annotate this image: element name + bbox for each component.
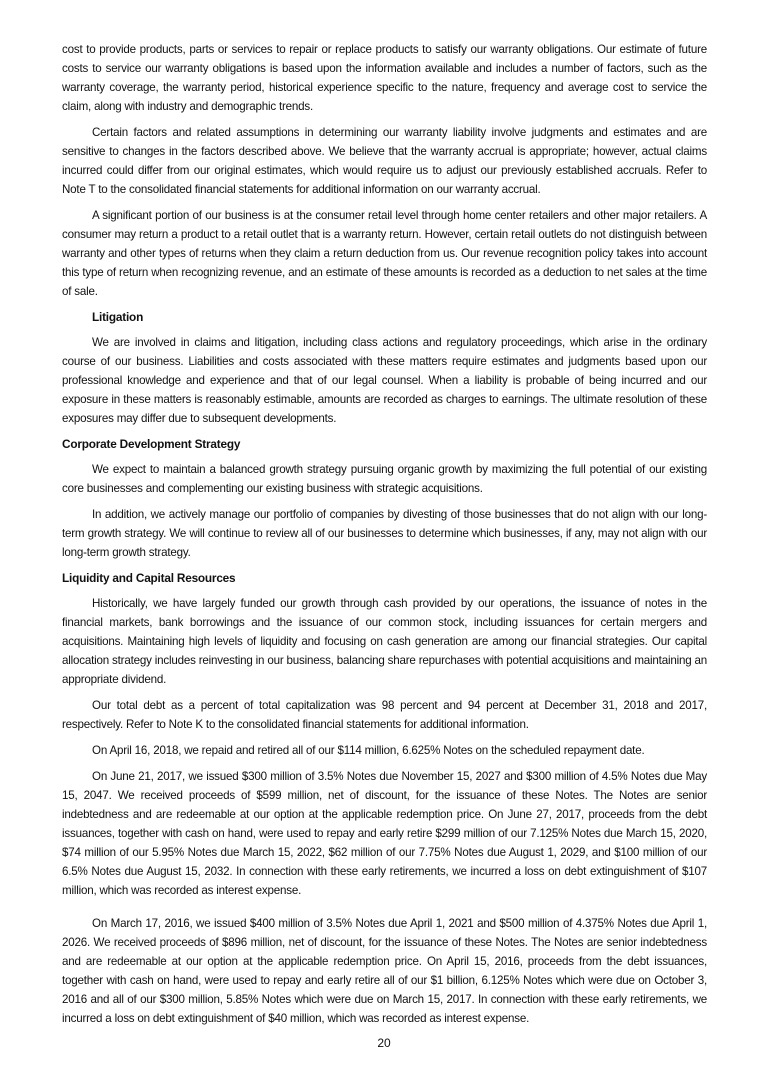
- paragraph: In addition, we actively manage our portfolio of companies by divesting of those businesses that do not align with our long-term growth strategy. We will continue to review all of our businesses to determine which businesses, if any, may not align with our long-term growth strategy.: [62, 508, 707, 559]
- paragraph: Our total debt as a percent of total capitalization was 98 percent and 94 percent at December 31, 2018 and 2017, respectively. Refer to Note K to the consolidated financial statements for additional information.: [62, 699, 707, 731]
- paragraph: We expect to maintain a balanced growth strategy pursuing organic growth by maximizing the full potential of our existing core businesses and complementing our existing business with strategic acquisitions.: [62, 463, 707, 495]
- paragraph: On June 21, 2017, we issued $300 million of 3.5% Notes due November 15, 2027 and $300 million of 4.5% Notes due May 15, 2047. We received proceeds of $599 million, net of discount, for the issuance of these Notes. The Notes are senior indebtedness and are redeemable at our option at the applicable redemption price. On June 27, 2017, proceeds from the debt issuances, together with cash on hand, were used to repay and early retire $299 million of our 7.125% Notes due March 15, 2020, $74 million of our 5.95% Notes due March 15, 2022, $62 million of our 7.75% Notes due August 1, 2029, and $100 million of our 6.5% Notes due August 15, 2032. In connection with these early retirements, we incurred a loss on debt extinguishment of $107 million, which was recorded as interest expense.: [62, 770, 707, 897]
- paragraph: On March 17, 2016, we issued $400 million of 3.5% Notes due April 1, 2021 and $500 million of 4.375% Notes due April 1, 2026. We received proceeds of $896 million, net of discount, for the issuance of these Notes. The Notes are senior indebtedness and are redeemable at our option at the applicable redemption price. On April 15, 2016, proceeds from the debt issuances, together with cash on hand, were used to repay and early retire all of our $1 billion, 6.125% Notes which were due on October 3, 2016 and all of our $300 million, 5.85% Notes which were due on March 15, 2017. In connection with these early retirements, we incurred a loss on debt extinguishment of $40 million, which was recorded as interest expense.: [62, 917, 707, 1025]
- paragraph: Certain factors and related assumptions in determining our warranty liability involve judgments and estimates and are sensitive to changes in the factors described above. We believe that the warranty accrual is appropriate; however, actual claims incurred could differ from our original estimates, which would require us to adjust our previously established accruals. Refer to Note T to the consolidated financial statements for additional information on our warranty accrual.: [62, 126, 707, 196]
- document-page: [62, 0, 707, 1028]
- section-heading-liquidity: Liquidity and Capital Resources: [62, 571, 236, 585]
- paragraph: We are involved in claims and litigation, including class actions and regulatory proceedings, which arise in the ordinary course of our business. Liabilities and costs associated with these matters require estimates and judgments based upon our professional knowledge and experience and that of our legal counsel. When a liability is probable of being incurred and our exposure in these matters is reasonably estimable, amounts are recorded as charges to earnings. The ultimate resolution of these exposures may differ due to subsequent developments.: [62, 336, 707, 425]
- paragraph: cost to provide products, parts or services to repair or replace products to satisfy our warranty obligations. Our estimate of future costs to service our warranty obligations is based upon the information available and includes a number of factors, such as the warranty coverage, the warranty period, historical experience specific to the nature, frequency and average cost to service the claim, along with industry and demographic trends.: [62, 43, 707, 113]
- section-heading-corporate-development: Corporate Development Strategy: [62, 437, 241, 451]
- paragraph: On April 16, 2018, we repaid and retired all of our $114 million, 6.625% Notes on the scheduled repayment date.: [92, 744, 645, 757]
- page-number: 20: [377, 1036, 391, 1050]
- section-heading-litigation: Litigation: [92, 310, 144, 324]
- paragraph: Historically, we have largely funded our growth through cash provided by our operations, the issuance of notes in the financial markets, bank borrowings and the issuance of our common stock, including issuances for certain mergers and acquisitions. Maintaining high levels of liquidity and focusing on cash generation are among our financial strategies. Our capital allocation strategy includes reinvesting in our business, balancing share repurchases with potential acquisitions and maintaining an appropriate dividend.: [62, 597, 707, 686]
- paragraph: A significant portion of our business is at the consumer retail level through home center retailers and other major retailers. A consumer may return a product to a retail outlet that is a warranty return. However, certain retail outlets do not distinguish between warranty and other types of returns when they claim a return deduction from us. Our revenue recognition policy takes into account this type of return when recognizing revenue, and an estimate of these amounts is recorded as a deduction to net sales at the time of sale.: [62, 209, 707, 298]
